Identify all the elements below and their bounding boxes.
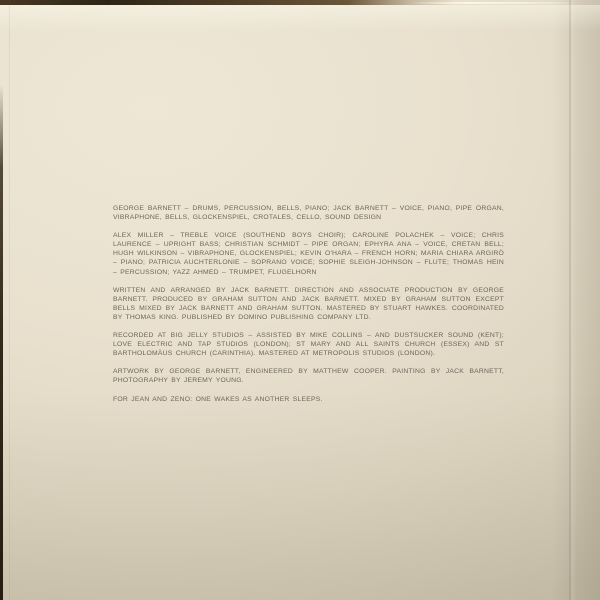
right-crease-light <box>571 0 577 600</box>
credits-text-block <box>113 204 504 404</box>
left-crease <box>9 0 10 600</box>
top-edge-highlight <box>408 2 578 4</box>
credits-paragraph-dedication: FOR JEAN AND ZENO: ONE WAKES AS ANOTHER SLEEPS. <box>113 395 323 403</box>
credits-paragraph-guest-musicians: ALEX MILLER – TREBLE VOICE (SOUTHEND BOYS CHOIR); CAROLINE POLACHEK – VOICE; CHRIS LAURENCE – UPRIGHT BASS; CHRISTIAN SCHMIDT – PIPE ORGAN; EPHYRA ANA – VOICE, CRETAN BELL; HUGH WILKINSON – VIBRAPHONE, GLOCKENSPIEL; KEVIN O'HARA – FRENCH HORN; MARIA CHIARA ARGIRÒ – PIANO; PATRICIA AUCHTERLONIE – SOPRANO VOICE; SOPHIE SLEIGH-JOHNSON – FLUTE; THOMAS HEIN – PERCUSSION; YAZZ AHMED – TRUMPET, FLUGELHORN <box>113 232 504 276</box>
left-edge-shadow <box>0 0 3 600</box>
credits-paragraph-performers-main: GEORGE BARNETT – DRUMS, PERCUSSION, BELLS, PIANO; JACK BARNETT – VOICE, PIANO, PIPE ORGAN, VIBRAPHONE, BELLS, GLOCKENSPIEL, CROTALES, CELLO, SOUND DESIGN <box>113 205 504 222</box>
credits-paragraph-artwork: ARTWORK BY GEORGE BARNETT, ENGINEERED BY MATTHEW COOPER. PAINTING BY JACK BARNETT, PHOTOGRAPHY BY JEREMY YOUNG. <box>113 368 504 385</box>
credits-paragraph-studios: RECORDED AT BIG JELLY STUDIOS – ASSISTED BY MIKE COLLINS – AND DUSTSUCKER SOUND (KENT); LOVE ELECTRIC AND TAP STUDIOS (LONDON); ST MARY AND ALL SAINTS CHURCH (ESSEX) AND ST BARTHOLOMÄUS CHURCH (CARINTHIA). MASTERED AT METROPOLIS STUDIOS (LONDON). <box>113 332 504 358</box>
credits-paragraph-production: WRITTEN AND ARRANGED BY JACK BARNETT. DIRECTION AND ASSOCIATE PRODUCTION BY GEORGE BARNETT. PRODUCED BY GRAHAM SUTTON AND JACK BARNETT. MIXED BY GRAHAM SUTTON EXCEPT BELLS MIXED BY JACK BARNETT AND GRAHAM SUTTON. MASTERED BY STUART HAWKES. COORDINATED BY THOMAS KING. PUBLISHED BY DOMINO PUBLISHING COMPANY LTD. <box>113 286 504 321</box>
top-sheen <box>0 5 600 31</box>
